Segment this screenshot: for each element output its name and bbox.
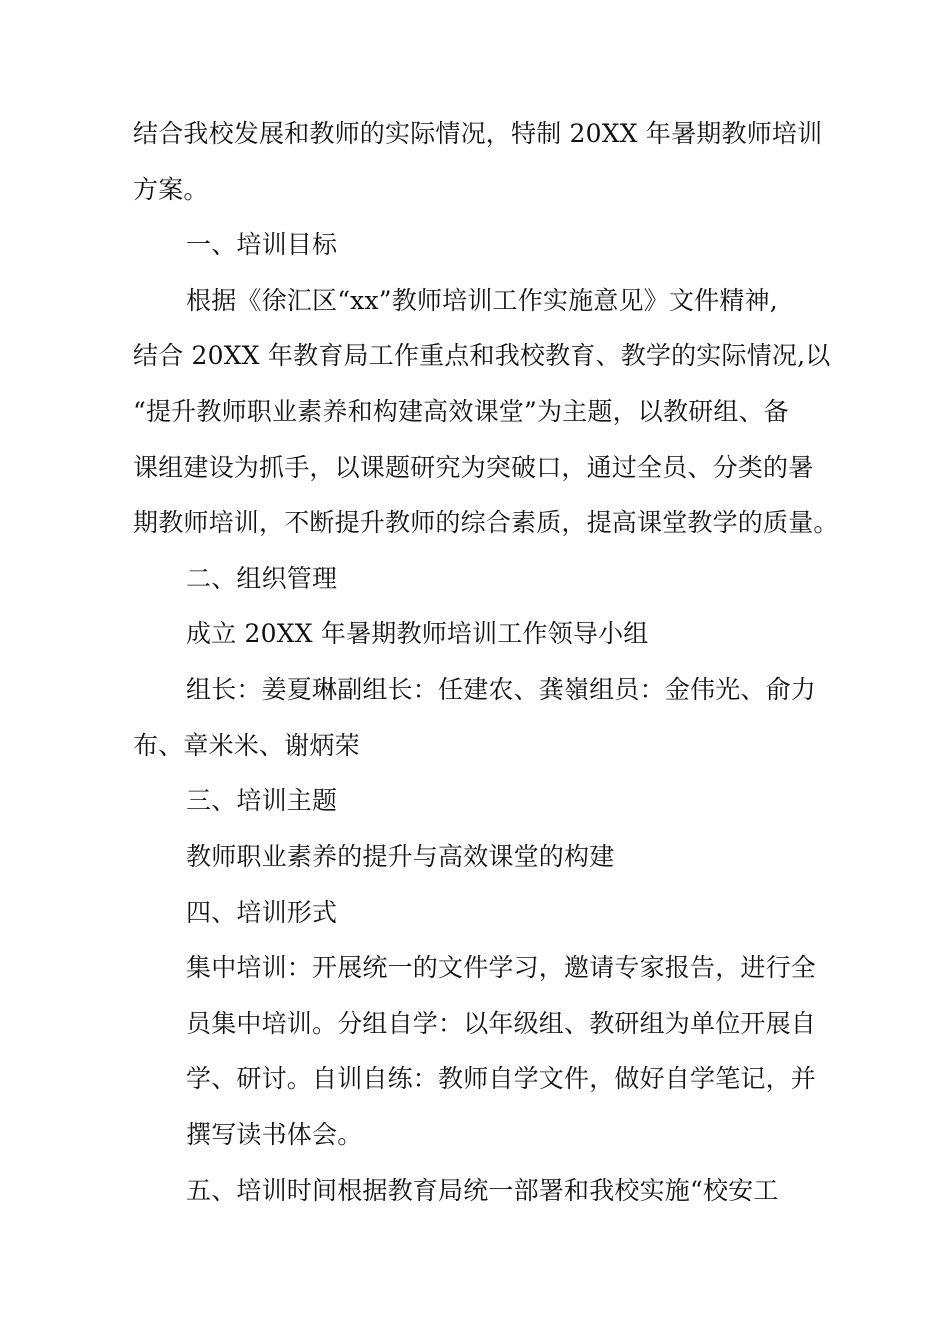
paragraph-line: 期教师培训，不断提升教师的综合素质，提高课堂教学的质量。	[133, 508, 839, 537]
paragraph-line: 课组建设为抓手，以课题研究为突破口，通过全员、分类的暑	[133, 453, 814, 482]
paragraph-line: 组长：姜夏琳副组长：任建农、龚嶺组员：金伟光、俞力	[186, 675, 817, 704]
paragraph-line: 结合 20XX 年教育局工作重点和我校教育、教学的实际情况,以	[133, 341, 831, 370]
paragraph-line: 撰写读书体会。	[186, 1120, 363, 1149]
paragraph-line: 员集中培训。分组自学：以年级组、教研组为单位开展自	[186, 1009, 817, 1038]
paragraph-line: 成立 20XX 年暑期教师培训工作领导小组	[186, 619, 649, 648]
paragraph-line: 结合我校发展和教师的实际情况，特制 20XX 年暑期教师培训	[133, 119, 823, 148]
section-heading: 三、培训主题	[186, 786, 338, 815]
section-heading: 二、组织管理	[186, 564, 338, 593]
paragraph-line: 根据《徐汇区“xx”教师培训工作实施意见》文件精神,	[186, 286, 778, 315]
section-heading: 四、培训形式	[186, 898, 338, 927]
section-heading: 五、培训时间根据教育局统一部署和我校实施“校安工	[186, 1176, 779, 1205]
paragraph-line: 方案。	[133, 175, 209, 204]
paragraph-line: 布、章米米、谢炳荣	[133, 731, 360, 760]
paragraph-line: 集中培训：开展统一的文件学习，邀请专家报告，进行全	[186, 953, 817, 982]
paragraph-line: 教师职业素养的提升与高效课堂的构建	[186, 842, 615, 871]
paragraph-line: “提升教师职业素养和构建高效课堂”为主题，以教研组、备	[133, 397, 789, 426]
paragraph-line: 学、研讨。自训自练：教师自学文件，做好自学笔记，并	[186, 1064, 817, 1093]
section-heading: 一、培训目标	[186, 230, 338, 259]
